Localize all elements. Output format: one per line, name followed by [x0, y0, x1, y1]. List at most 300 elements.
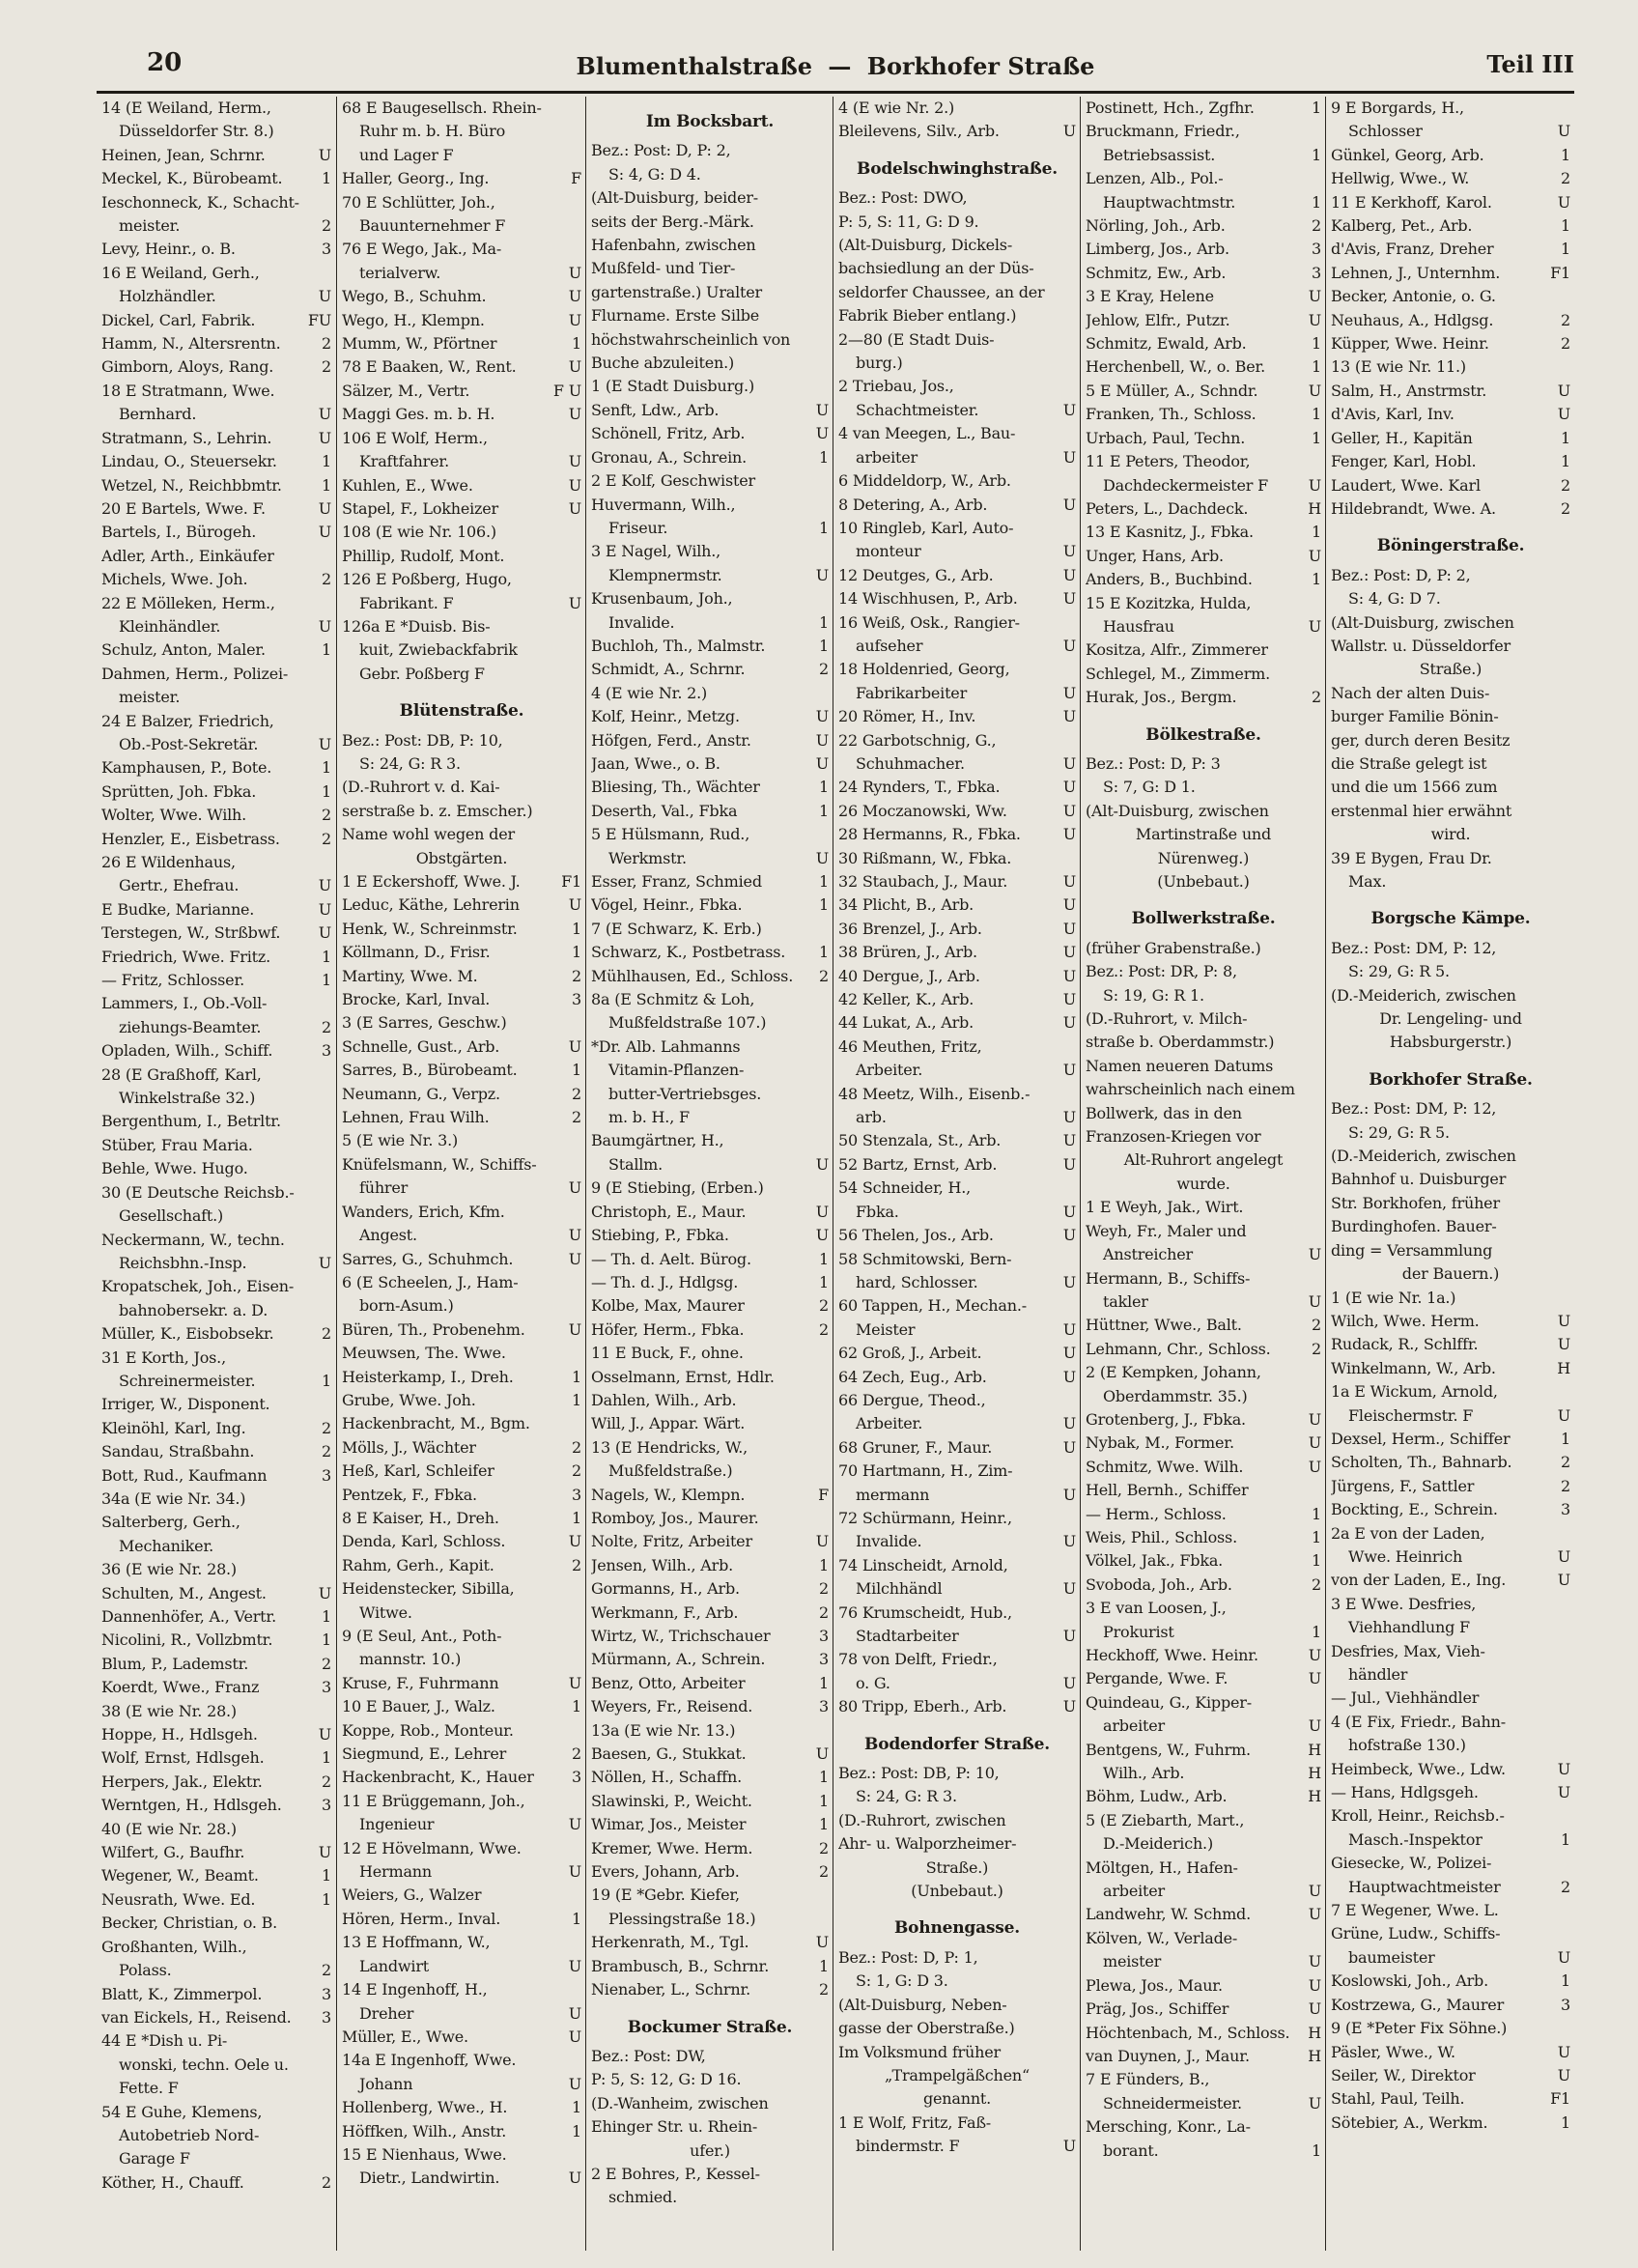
entry-text: Bergenthum, I., Betrltr. — [101, 1112, 281, 1131]
directory-entry-line — [101, 285, 331, 308]
entry-text: Wego, H., Klempn. — [342, 310, 485, 329]
directory-entry-line — [342, 2049, 581, 2072]
directory-entry-line — [342, 568, 581, 591]
directory-entry-line — [342, 1083, 581, 1106]
entry-text: Kuhlen, E., Wwe. — [342, 475, 473, 495]
directory-entry-line — [838, 281, 1076, 304]
entry-floor-mark: U — [568, 2027, 581, 2046]
entry-text: Fabrik Bieber entlang.) — [838, 306, 1017, 326]
entry-text: Weiers, G., Walzer — [342, 1885, 482, 1905]
directory-entry-line — [342, 1719, 581, 1743]
entry-text: Osselmann, Ernst, Hdlr. — [591, 1367, 775, 1386]
entry-text: bachsiedlung an der Düs- — [838, 259, 1034, 278]
directory-entry-line — [1086, 870, 1321, 893]
entry-text: Fabrikarbeiter — [856, 683, 968, 702]
entry-floor-mark: U — [1062, 872, 1076, 891]
entry-floor-mark: U — [1062, 2137, 1076, 2156]
entry-text: genannt. — [922, 2089, 992, 2109]
entry-text: Johann — [359, 2074, 413, 2093]
directory-entry-line — [101, 969, 331, 992]
street-heading-text: Bohnengasse. — [894, 1918, 1020, 1939]
directory-entry-line — [1331, 1852, 1570, 1875]
entry-text: Bleilevens, Silv., Arb. — [838, 122, 1000, 141]
entry-text: Heidenstecker, Sibilla, — [342, 1579, 515, 1599]
directory-entry-line — [101, 592, 331, 615]
entry-text: 16 Weiß, Osk., Rangier- — [838, 612, 1020, 632]
directory-entry-line — [1086, 592, 1321, 615]
entry-text: 20 E Bartels, Wwe. F. — [101, 498, 266, 518]
directory-entry-line — [101, 120, 331, 143]
directory-entry-line — [101, 2006, 331, 2029]
entry-floor-mark: 1 — [322, 452, 331, 471]
directory-entry-line — [1331, 427, 1570, 450]
directory-entry-line — [342, 1602, 581, 1625]
directory-entry-line — [1331, 1711, 1570, 1734]
entry-text: 10 E Bauer, J., Walz. — [342, 1697, 495, 1716]
entry-text: S: 4, G: D 4. — [608, 164, 701, 184]
directory-entry-line — [101, 1629, 331, 1652]
entry-text: bahnobersekr. a. D. — [119, 1300, 268, 1319]
directory-entry-line — [342, 521, 581, 544]
entry-text: Kraftfahrer. — [359, 452, 449, 471]
entry-text: Bez.: Post: DR, P: 8, — [1086, 962, 1237, 981]
entry-floor-mark: U — [568, 1862, 581, 1882]
entry-text: Krusenbaum, Joh., — [591, 589, 733, 609]
entry-floor-mark: U — [568, 895, 581, 915]
directory-entry-line — [591, 776, 829, 799]
entry-text: Wirtz, W., Trichschauer — [591, 1627, 771, 1645]
entry-text: 34 Plicht, B., Arb. — [838, 895, 974, 915]
entry-text: Hauptwachtmstr. — [1103, 192, 1236, 212]
entry-floor-mark: U — [1062, 1013, 1076, 1033]
street-heading-text: Böningerstraße. — [1376, 536, 1525, 556]
entry-text: hard, Schlosser. — [856, 1272, 978, 1291]
directory-entry-line — [838, 1625, 1076, 1648]
entry-text: ding = Versammlung — [1331, 1240, 1493, 1260]
entry-floor-mark: U — [1557, 1759, 1570, 1778]
entry-floor-mark: 1 — [1561, 216, 1570, 236]
directory-entry-line — [591, 1153, 829, 1177]
directory-entry-line — [838, 1248, 1076, 1271]
directory-entry-line — [342, 1955, 581, 1978]
entry-floor-mark: U — [1308, 1433, 1321, 1453]
entry-text: 30 (E Deutsche Reichsb.- — [101, 1182, 295, 1202]
directory-entry-line — [838, 352, 1076, 375]
entry-floor-mark: U — [1308, 1952, 1321, 1971]
entry-floor-mark: U — [318, 734, 331, 753]
directory-entry-line — [838, 1602, 1076, 1625]
directory-entry-line — [101, 474, 331, 497]
directory-entry-line — [101, 663, 331, 686]
entry-text: Mölls, J., Wächter — [342, 1437, 476, 1457]
directory-entry-line — [1086, 776, 1321, 799]
directory-entry-line — [838, 918, 1076, 941]
entry-text: Nörling, Joh., Arb. — [1086, 216, 1226, 236]
directory-entry-line — [1086, 355, 1321, 379]
entry-floor-mark: U — [815, 400, 829, 419]
entry-text: 24 Rynders, T., Fbka. — [838, 778, 1001, 797]
entry-floor-mark: 1 — [322, 1607, 331, 1626]
entry-text: Wegener, W., Beamt. — [101, 1866, 259, 1885]
directory-entry-line — [342, 870, 581, 893]
entry-text: burger Familie Bönin- — [1331, 707, 1499, 726]
directory-entry-line — [838, 186, 1076, 210]
entry-floor-mark: U — [568, 287, 581, 306]
directory-entry-line — [591, 1507, 829, 1530]
entry-text: Jensen, Wilh., Arb. — [591, 1555, 734, 1574]
directory-entry-line — [342, 729, 581, 752]
directory-entry-line — [838, 1809, 1076, 1832]
directory-entry-line — [591, 564, 829, 587]
directory-entry-line — [1331, 1498, 1570, 1521]
entry-floor-mark: U — [1308, 310, 1321, 329]
directory-entry-line — [342, 120, 581, 143]
entry-text: 2—80 (E Stadt Duis- — [838, 329, 995, 349]
entry-text: von der Laden, E., Ing. — [1331, 1571, 1507, 1590]
entry-text: Ieschonneck, K., Schacht- — [101, 192, 299, 212]
entry-text: E Budke, Marianne. — [101, 899, 255, 919]
entry-text: 2 E Kolf, Geschwister — [591, 471, 755, 491]
directory-entry-line — [101, 1558, 331, 1581]
entry-text: 50 Stenzala, St., Arb. — [838, 1131, 1002, 1150]
entry-floor-mark: 3 — [819, 1627, 829, 1645]
entry-floor-mark: H — [1308, 2023, 1321, 2042]
directory-entry-line — [342, 1011, 581, 1035]
entry-text: Präg, Jos., Schiffer — [1086, 1999, 1229, 2019]
directory-entry-line — [101, 1535, 331, 1558]
directory-entry-line — [1086, 2045, 1321, 2068]
page-number: 20 — [147, 48, 183, 77]
entry-text: Nicolini, R., Vollzbmtr. — [101, 1630, 273, 1650]
entry-text: Dachdeckermeister F — [1103, 475, 1269, 495]
entry-floor-mark: 2 — [572, 1108, 581, 1127]
entry-text: Milchhändl — [856, 1579, 943, 1599]
directory-entry-line — [1086, 1832, 1321, 1856]
directory-entry-line — [591, 1766, 829, 1789]
entry-floor-mark: 1 — [1312, 99, 1321, 117]
entry-text: Vitamin-Pflanzen- — [608, 1061, 745, 1080]
entry-text: Behle, Wwe. Hugo. — [101, 1159, 248, 1178]
directory-entry-line — [101, 545, 331, 568]
entry-text: 52 Bartz, Ernst, Arb. — [838, 1154, 998, 1174]
directory-entry-line — [342, 1837, 581, 1860]
entry-text: aufseher — [856, 636, 923, 655]
entry-text: Heinen, Jean, Schrnr. — [101, 145, 266, 164]
entry-text: Schönell, Fritz, Arb. — [591, 424, 746, 443]
entry-text: Leduc, Käthe, Lehrerin — [342, 895, 520, 915]
entry-text: Kropatschek, Joh., Eisen- — [101, 1277, 295, 1296]
entry-text: Meckel, K., Bürobeamt. — [101, 169, 283, 188]
entry-floor-mark: 1 — [322, 1630, 331, 1650]
directory-entry-line — [1331, 1380, 1570, 1403]
entry-floor-mark: U — [568, 593, 581, 612]
entry-text: Pergande, Wwe. F. — [1086, 1669, 1228, 1688]
directory-entry-line — [838, 2087, 1076, 2111]
entry-text: Stapel, F., Lokheizer — [342, 498, 498, 518]
directory-entry-line — [1331, 658, 1570, 681]
entry-text: Kruse, F., Fuhrmann — [342, 1673, 499, 1692]
directory-entry-line — [591, 587, 829, 610]
directory-entry-line — [1086, 97, 1321, 120]
entry-floor-mark: U — [568, 1226, 581, 1245]
entry-floor-mark: U — [1062, 1108, 1076, 1127]
entry-text: Prokurist — [1103, 1622, 1174, 1641]
entry-text: Arbeiter. — [856, 1414, 923, 1433]
directory-entry-line — [101, 1134, 331, 1157]
entry-text: serstraße b. z. Emscher.) — [342, 801, 533, 820]
entry-text: Jürgens, F., Sattler — [1331, 1476, 1475, 1495]
street-heading-text: Im Bocksbart. — [645, 112, 775, 131]
entry-text: 8 E Kaiser, H., Dreh. — [342, 1508, 499, 1527]
directory-entry-line — [838, 2064, 1076, 2087]
entry-floor-mark: U — [1062, 1367, 1076, 1386]
entry-floor-mark: U — [1308, 1457, 1321, 1476]
entry-text: — Th. d. J., Hdlgsg. — [591, 1272, 739, 1291]
entry-floor-mark: U — [815, 424, 829, 443]
entry-text: van Eickels, H., Reisend. — [101, 2007, 292, 2027]
directory-entry-line — [1086, 2068, 1321, 2091]
entry-text: Fbka. — [856, 1202, 899, 1221]
directory-entry-line — [1331, 309, 1570, 332]
entry-floor-mark: U — [1308, 1716, 1321, 1736]
entry-text: Hauptwachtmeister — [1348, 1877, 1501, 1896]
entry-text: Schuhmacher. — [856, 753, 965, 773]
entry-text: 64 Zech, Eug., Arb. — [838, 1367, 987, 1386]
entry-text: Plessingstraße 18.) — [608, 1909, 756, 1928]
entry-text: 44 E *Dish u. Pi- — [101, 2031, 228, 2051]
directory-entry-line — [342, 752, 581, 776]
entry-text: 3 (E Sarres, Geschw.) — [342, 1013, 507, 1033]
directory-entry-line — [1086, 2092, 1321, 2115]
directory-entry-line — [1331, 1922, 1570, 1945]
entry-text: 13 E Hoffmann, W., — [342, 1933, 491, 1952]
entry-text: S: 4, G: D 7. — [1348, 589, 1441, 609]
entry-text: Adler, Arth., Einkäufer — [101, 546, 274, 565]
directory-entry-line — [1086, 1243, 1321, 1266]
directory-entry-line — [1331, 823, 1570, 846]
directory-entry-line — [101, 710, 331, 733]
entry-text: 9 E Borgards, H., — [1331, 99, 1464, 117]
entry-floor-mark: F1 — [1550, 263, 1570, 282]
directory-entry-line — [838, 2041, 1076, 2064]
directory-entry-line — [1331, 729, 1570, 752]
directory-entry-line — [101, 568, 331, 591]
directory-entry-line — [838, 635, 1076, 658]
entry-text: wurde. — [1176, 1174, 1230, 1193]
directory-entry-line — [1086, 474, 1321, 497]
entry-floor-mark: U — [1557, 381, 1570, 400]
entry-text: kuit, Zwiebackfabrik — [359, 640, 518, 660]
entry-floor-mark: 3 — [322, 2007, 331, 2027]
directory-entry-line — [1331, 1451, 1570, 1474]
entry-text: (D.-Meiderich, zwischen — [1331, 985, 1516, 1005]
entry-text: Schreinermeister. — [119, 1371, 256, 1390]
entry-floor-mark: 1 — [1561, 452, 1570, 471]
entry-text: Mumm, W., Pförtner — [342, 334, 497, 354]
entry-floor-mark: U — [568, 310, 581, 329]
entry-text: Schlegel, M., Zimmerm. — [1086, 664, 1271, 683]
entry-floor-mark: 1 — [1561, 2112, 1570, 2132]
entry-text: arb. — [856, 1108, 887, 1127]
directory-entry-line — [101, 1582, 331, 1605]
directory-entry-line — [1086, 1220, 1321, 1243]
directory-entry-line — [101, 851, 331, 874]
directory-entry-line — [591, 1648, 829, 1671]
running-title-end: Borkhofer Straße — [866, 52, 1095, 80]
entry-floor-mark: 1 — [1312, 145, 1321, 164]
entry-floor-mark: 2 — [572, 1744, 581, 1764]
directory-entry-line — [1086, 1549, 1321, 1573]
entry-text: Hildebrandt, Wwe. A. — [1331, 498, 1496, 518]
directory-entry-line — [1086, 1715, 1321, 1738]
entry-text: takler — [1103, 1291, 1148, 1311]
entry-text: Kölven, W., Verlade- — [1086, 1928, 1238, 1947]
entry-text: gartenstraße.) Uralter — [591, 282, 762, 301]
directory-entry-line — [101, 1157, 331, 1180]
entry-floor-mark: 3 — [322, 240, 331, 259]
entry-text: Kalberg, Pet., Arb. — [1331, 216, 1473, 236]
directory-entry-line — [838, 965, 1076, 988]
entry-text: (Alt-Duisburg, zwischen — [1331, 612, 1514, 632]
entry-text: 12 Deutges, G., Arb. — [838, 565, 994, 584]
entry-text: Kremer, Wwe. Herm. — [591, 1838, 753, 1857]
entry-floor-mark: U — [1062, 1061, 1076, 1080]
entry-floor-mark: U — [1062, 636, 1076, 655]
entry-text: Bez.: Post: DWO, — [838, 188, 968, 208]
directory-entry-line — [838, 1083, 1076, 1106]
entry-text: 28 Hermanns, R., Fbka. — [838, 825, 1021, 844]
directory-entry-line — [1331, 776, 1570, 799]
directory-entry-line — [591, 893, 829, 917]
entry-text: seldorfer Chaussee, an der — [838, 282, 1045, 301]
entry-text: Hausfrau — [1103, 616, 1174, 636]
directory-entry-line — [1086, 285, 1321, 308]
directory-entry-line — [1086, 120, 1321, 143]
entry-floor-mark: U — [568, 452, 581, 471]
entry-text: (D.-Wanheim, zwischen — [591, 2093, 769, 2112]
column-2 — [336, 97, 586, 2251]
directory-entry-line — [101, 355, 331, 379]
directory-entry-line — [838, 304, 1076, 327]
directory-entry-line — [101, 638, 331, 662]
entry-floor-mark: 1 — [322, 947, 331, 966]
entry-text: Siegmund, E., Lehrer — [342, 1744, 507, 1764]
entry-text: Martinstraße und — [1135, 825, 1272, 844]
entry-text: Geller, H., Kapitän — [1331, 428, 1473, 447]
entry-text: Henzler, E., Eisbetrass. — [101, 829, 280, 848]
directory-entry-line — [1331, 1687, 1570, 1710]
entry-text: Mußfeldstraße 107.) — [608, 1013, 767, 1033]
entry-text: 76 Krumscheidt, Hub., — [838, 1602, 1012, 1622]
entry-text: führer — [359, 1178, 409, 1198]
entry-text: born-Asum.) — [359, 1296, 454, 1316]
entry-text: 40 (E wie Nr. 28.) — [101, 1819, 237, 1838]
entry-floor-mark: 1 — [819, 1249, 829, 1268]
entry-floor-mark: H — [1557, 1358, 1570, 1377]
entry-text: bindermstr. F — [856, 2137, 960, 2156]
entry-floor-mark: 1 — [1561, 428, 1570, 447]
entry-text: Mußfeldstraße.) — [608, 1461, 733, 1481]
entry-floor-mark: U — [1062, 707, 1076, 726]
directory-entry-line — [838, 1436, 1076, 1460]
entry-floor-mark: U — [1308, 1245, 1321, 1264]
entry-floor-mark: U — [815, 707, 829, 726]
entry-floor-mark: U — [1557, 1405, 1570, 1425]
entry-text: Ob.-Post-Sekretär. — [119, 734, 259, 753]
entry-floor-mark: 3 — [1312, 263, 1321, 282]
entry-text: Meister — [856, 1319, 916, 1339]
directory-entry-line — [342, 1059, 581, 1082]
entry-text: terialverw. — [359, 263, 441, 282]
entry-text: (Alt-Duisburg, zwischen — [1086, 801, 1269, 820]
entry-floor-mark: 1 — [572, 1390, 581, 1409]
entry-text: Peters, L., Dachdeck. — [1086, 498, 1249, 518]
directory-entry-line — [1331, 1734, 1570, 1757]
entry-text: Michels, Wwe. Joh. — [101, 570, 248, 589]
entry-floor-mark: 3 — [819, 1650, 829, 1669]
entry-floor-mark: 1 — [572, 2121, 581, 2140]
entry-floor-mark: U — [1062, 801, 1076, 820]
entry-text: 13 (E wie Nr. 11.) — [1331, 357, 1466, 377]
street-heading-text: Blütenstraße. — [399, 701, 524, 722]
entry-text: Köther, H., Chauff. — [101, 2172, 244, 2192]
entry-floor-mark: U — [568, 1815, 581, 1834]
entry-text: Flurname. Erste Silbe — [591, 306, 760, 326]
directory-entry-line — [838, 1318, 1076, 1342]
directory-entry-line — [1086, 1338, 1321, 1361]
entry-text: 16 E Weiland, Gerh., — [101, 263, 260, 282]
entry-text: 68 E Baugesellsch. Rhein- — [342, 99, 542, 117]
directory-entry-line — [101, 921, 331, 945]
street-heading — [591, 2016, 829, 2039]
directory-entry-line — [101, 380, 331, 403]
directory-entry-line — [591, 281, 829, 304]
directory-entry-line — [101, 1676, 331, 1699]
entry-floor-mark: U — [568, 1673, 581, 1692]
directory-entry-line — [1331, 262, 1570, 285]
directory-entry-line — [1086, 1148, 1321, 1172]
entry-floor-mark: 1 — [572, 1508, 581, 1527]
directory-entry-line — [101, 1275, 331, 1298]
entry-floor-mark: U — [1062, 1437, 1076, 1457]
entry-text: S: 24, G: R 3. — [359, 753, 461, 773]
entry-text: Bliesing, Th., Wächter — [591, 778, 760, 797]
directory-entry-line — [342, 1766, 581, 1789]
directory-entry-line — [342, 638, 581, 662]
entry-floor-mark: U — [318, 287, 331, 306]
directory-entry-line — [1086, 1173, 1321, 1196]
entry-text: 5 (E Ziebarth, Mart., — [1086, 1810, 1245, 1829]
entry-text: Neckermann, W., techn. — [101, 1230, 285, 1249]
entry-text: Knüfelsmann, W., Schiffs- — [342, 1154, 537, 1174]
street-heading-text: Bockumer Straße. — [627, 2017, 793, 2037]
entry-floor-mark: H — [1308, 498, 1321, 518]
entry-floor-mark: U — [1557, 122, 1570, 141]
entry-text: 1 E Eckershoff, Wwe. J. — [342, 872, 521, 891]
directory-entry-line — [342, 1484, 581, 1507]
entry-floor-mark: 1 — [819, 518, 829, 537]
entry-floor-mark: U — [1062, 990, 1076, 1009]
directory-entry-line — [838, 847, 1076, 870]
directory-entry-line — [1331, 1946, 1570, 1970]
entry-floor-mark: 3 — [322, 1984, 331, 2003]
directory-entry-line — [342, 380, 581, 403]
entry-floor-mark: U — [1308, 287, 1321, 306]
entry-text: arbeiter — [1103, 1882, 1165, 1901]
entry-text: Hackenbracht, M., Bgm. — [342, 1414, 530, 1433]
directory-entry-line — [1331, 1829, 1570, 1852]
directory-entry-line — [591, 635, 829, 658]
